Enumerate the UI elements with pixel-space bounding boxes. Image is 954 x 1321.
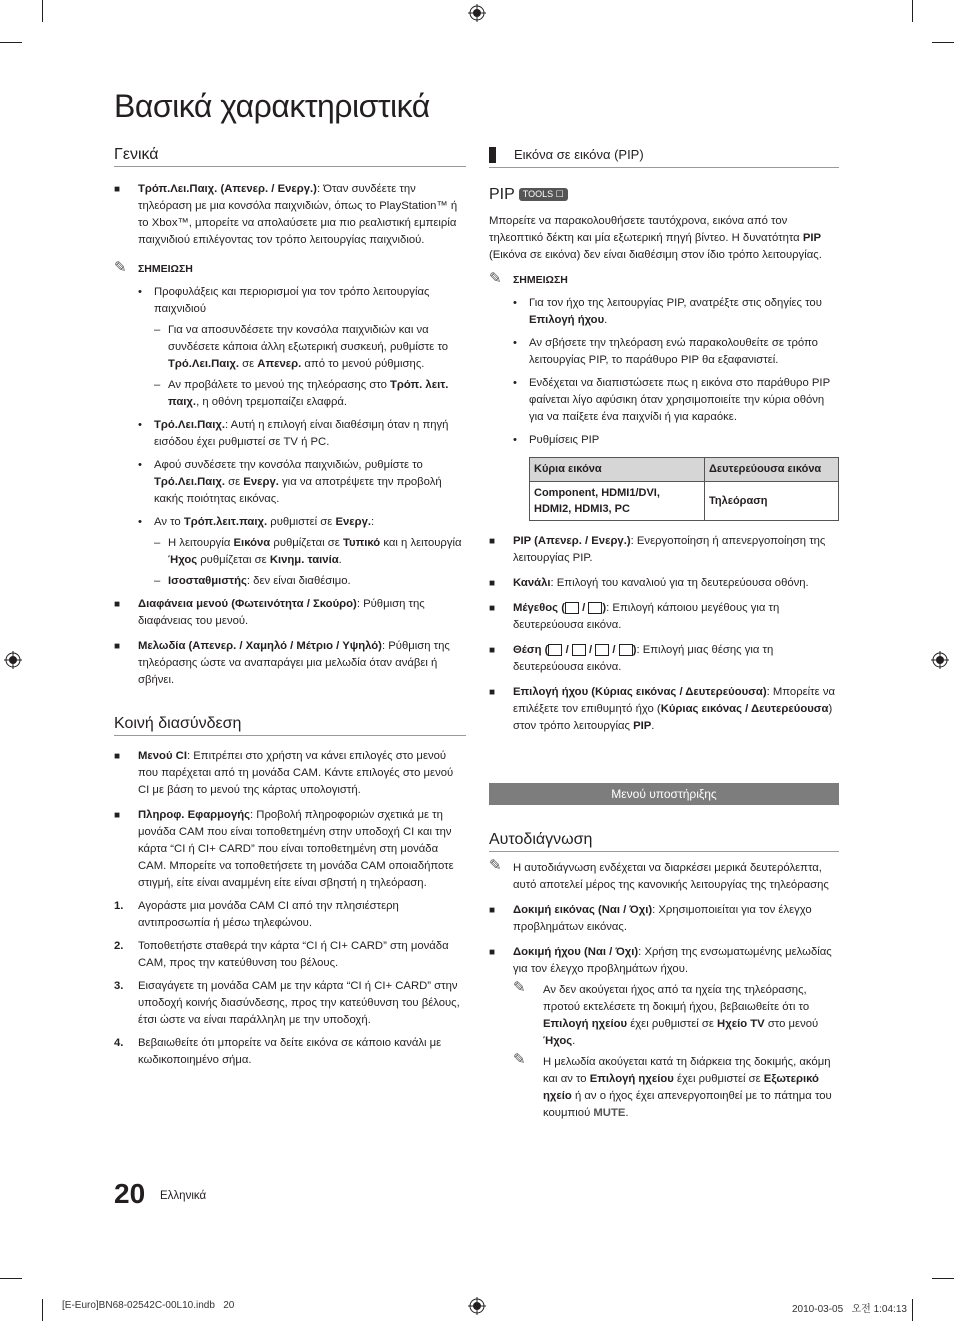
t: Ήχος (543, 1035, 573, 1047)
page-language: Ελληνικά (160, 1190, 207, 1202)
step-number: 1. (114, 900, 124, 912)
list-item (114, 181, 466, 249)
print-date: 2010-03-05 오전 1:04:13 (792, 1304, 907, 1315)
step-text: Βεβαιωθείτε ότι μπορείτε να δείτε εικόνα σε κάποιο κανάλι με κωδικοποιημένο σήμα. (138, 1037, 442, 1066)
t: Ενδέχεται να διαπιστώσετε πως η εικόνα στο παράθυρο PIP φαίνεται λίγο αφύσικη όταν χρησιμοποιείτε την κύρια οθόνη για να παίξετε ένα παιχνίδι ή για καραόκε. (529, 377, 830, 423)
t: έχει ρυθμιστεί σε (627, 1018, 718, 1030)
pip-settings-table (529, 457, 839, 521)
list-item: • Ρυθμίσεις PIP (513, 434, 600, 446)
size-large-icon (588, 602, 602, 614)
t: Τυπικό (342, 537, 381, 549)
t: Ρυθμίσεις PIP (529, 434, 600, 446)
t: Ενεργ. (335, 516, 372, 528)
list-item: ■ Μελωδία (Απενερ. / Χαμηλό / Μέτριο / Υψηλό): Ρύθμιση της τηλεόρασης ώστε να αναπαράγει μια μελωδία όταν ανάβει ή σβήνει. (114, 640, 450, 686)
t: Απενερ. (257, 358, 302, 370)
t: Η λειτουργία (168, 537, 234, 549)
t: ή αν ο ήχος έχει απενεργοποιηθεί με το πάτημα του κουμπιού (543, 1090, 832, 1119)
page-title: Βασικά χαρακτηριστικά (114, 88, 430, 124)
pencil-note-icon: ✎ (513, 1051, 526, 1068)
list-item: • Ενδέχεται να διαπιστώσετε πως η εικόνα στο παράθυρο PIP φαίνεται λίγο αφύσικη όταν χρησιμοποιείτε την κύρια οθόνη για να παίξετε ένα παιχνίδι ή για καραόκε. (513, 377, 830, 423)
position-top-right-icon (572, 644, 586, 656)
t: : Ρύθμιση της διαφάνειας του μενού. (138, 598, 425, 627)
tools-label: TOOLS (522, 189, 554, 200)
item-label: Τρόπ.Λει.Παιχ. (Απενερ. / Ενεργ.) (138, 183, 317, 195)
pip-section-header (489, 146, 839, 168)
position-bottom-right-icon (619, 644, 633, 656)
header-bar-icon (489, 147, 496, 163)
list-item: ■ Πληροφ. Εφαρμογής: Προβολή πληροφοριών σχετικά με τη μονάδα CAM που είναι τοποθετημένη στην υποδοχή CI και την κάρτα “CI ή CI+ CARD” που είναι τοποθετημένη στη μονάδα CAM. Μπορείτε να τοποθετήσετε τη μονάδα CAM οποιαδήποτε στιγμή, είτε είναι αναμμένη είτε είναι σβηστή η τηλεόραση. (114, 809, 454, 889)
note-label: ΣΗΜΕΙΩΣΗ (138, 263, 193, 275)
crop-mark (42, 0, 43, 22)
position-bottom-left-icon (548, 644, 562, 656)
list-item: ■ Δοκιμή εικόνας (Ναι / Όχι): Χρησιμοποιείται για τον έλεγχο προβλημάτων εικόνας. (489, 904, 812, 933)
list-item: • Αφού συνδέσετε την κονσόλα παιχνιδιών, ρυθμίστε το Τρό.Λει.Παιχ. σε Ενεργ. για να αποτρέψετε την προβολή κακής ποιότητας εικόνας. (138, 459, 442, 505)
t: ρυθμίζεται σε (270, 537, 343, 549)
t: Διαφάνεια μενού (Φωτεινότητα / Σκούρο) (138, 598, 357, 610)
t: Θέση (513, 644, 542, 656)
t: . (604, 314, 608, 326)
t: : (371, 516, 375, 528)
list-item: • Αν το Τρόπ.λειτ.παιχ. ρυθμιστεί σε Ενεργ.: (138, 516, 375, 528)
right-column (489, 146, 839, 1122)
t: : Ενεργοποίηση ή απενεργοποίηση της λειτουργίας PIP. (513, 535, 826, 564)
t: Δοκιμή εικόνας (Ναι / Όχι) (513, 904, 653, 916)
pip-intro (489, 213, 839, 264)
t: Τρό.Λει.Παιχ. (168, 358, 239, 370)
t: Η αυτοδιάγνωση ενδέχεται να διαρκέσει μερικά δευτερόλεπτα, αυτό αποτελεί μέρος της κανονικής λειτουργίας της τηλεόρασης (513, 862, 829, 891)
t: : Επιτρέπει στο χρήστη να κάνει επιλογές στο μενού που παρέχεται από τη μονάδα CAM. Κάντε επιλογές στο μενού CI με βάση το μενού της κάρτας υπολογιστή. (138, 750, 454, 796)
step-item (114, 898, 466, 932)
t: Επιλογή ήχου (Κύριας εικόνας / Δευτερεύουσα) (513, 686, 767, 698)
pip-title-text: PIP (489, 186, 515, 203)
t: : Επιλογή μιας θέσης για τη δευτερεύουσα εικόνα. (513, 644, 774, 673)
t: Κύριας εικόνας / Δευτερεύουσα (660, 703, 829, 715)
t: στο μενού (764, 1018, 819, 1030)
t: PIP (Απενερ. / Ενεργ.) (513, 535, 631, 547)
note-item (489, 857, 839, 894)
table-header: Δευτερεύουσα εικόνα (705, 458, 839, 482)
t: Δοκιμή ήχου (Ναι / Όχι) (513, 946, 639, 958)
note-heading (489, 272, 839, 289)
t: Για να αποσυνδέσετε την κονσόλα παιχνιδιών και να συνδέσετε κάποια άλλη εξωτερική συσκευή, ρυθμίστε το (168, 324, 449, 353)
t: για να αποτρέψετε την προβολή κακής ποιότητας εικόνας. (154, 476, 442, 505)
t: . (572, 1035, 576, 1047)
t: Ισοσταθμιστής (168, 575, 247, 587)
t: Μέγεθος (513, 602, 559, 614)
table-header: Κύρια εικόνα (530, 458, 705, 482)
crop-mark (912, 1299, 913, 1321)
t: Μενού CI (138, 750, 187, 762)
list-item: ■ Διαφάνεια μενού (Φωτεινότητα / Σκούρο): Ρύθμιση της διαφάνειας του μενού. (114, 598, 425, 627)
crop-mark (42, 1299, 43, 1321)
t: Κινημ. ταινία (269, 554, 339, 566)
t: Η μελωδία ακούγεται κατά τη διάρκεια της δοκιμής, ακόμη και αν το (543, 1056, 831, 1085)
t: . (651, 720, 655, 732)
crop-mark (912, 0, 913, 22)
t: Επιλογή ήχου (529, 314, 605, 326)
step-text: Αγοράστε μια μονάδα CAM CI από την πλησιέστερη αντιπροσωπία ή μέσω τηλεφώνου. (138, 900, 399, 929)
item-text: : Όταν συνδέετε την τηλεόραση με μια κονσόλα παιχνιδιών, όπως το PlayStation™ ή το Xbox™, μπορείτε να απολαύσετε μια πιο ρεαλιστική εμπειρία παιχνιδιού επιλέγοντας τον τρόπο λειτουργίας παιχνιδιού. (138, 183, 458, 246)
t: Τρό.Λει.Παιχ. (154, 419, 225, 431)
registration-mark-icon (468, 1297, 486, 1315)
t: σε (225, 476, 244, 488)
page-number: 20 (114, 1178, 146, 1209)
table-cell: Component, HDMI1/DVI, HDMI2, HDMI3, PC (530, 482, 705, 521)
t: . (625, 1107, 629, 1119)
tools-badge-icon: TOOLS ☐ (519, 188, 568, 201)
t: Αν το (154, 516, 184, 528)
t: Μπορείτε να παρακολουθήσετε ταυτόχρονα, εικόνα από τον τηλεοπτικό δέκτη και μία εξωτερική πηγή βίντεο. Η δυνατότητα (489, 215, 803, 244)
t: PIP (802, 232, 822, 244)
pencil-note-icon: ✎ (513, 979, 526, 996)
crop-mark (0, 42, 22, 43)
t: σε (239, 358, 258, 370)
t: : δεν είναι διαθέσιμο. (246, 575, 351, 587)
t: Τρό.Λει.Παιχ. (154, 476, 225, 488)
list-item: ■ Κανάλι: Επιλογή του καναλιού για τη δευτερεύουσα οθόνη. (489, 577, 809, 589)
t: Αν προβάλετε το μενού της τηλεόρασης στο (168, 379, 391, 391)
note-item (489, 1051, 839, 1122)
t: Αν σβήσετε την τηλεόραση ενώ παρακολουθείτε σε τρόπο λειτουργίας PIP, το παράθυρο PIP θα εξαφανιστεί. (529, 337, 818, 366)
list-item: • Αν σβήσετε την τηλεόραση ενώ παρακολουθείτε σε τρόπο λειτουργίας PIP, το παράθυρο PIP θα εξαφανιστεί. (513, 337, 818, 366)
crop-mark (0, 1278, 22, 1279)
t: : Χρησιμοποιείται για τον έλεγχο προβλημάτων εικόνας. (513, 904, 812, 933)
step-number: 4. (114, 1037, 124, 1049)
t: Εξωτερικό ηχείο (543, 1073, 819, 1102)
list-item: – Η λειτουργία Εικόνα ρυθμίζεται σε Τυπικό και η λειτουργία Ήχος ρυθμίζεται σε Κινημ. ταινία. (154, 537, 462, 566)
note-heading (114, 261, 466, 278)
bullet-square-icon: ■ (114, 184, 121, 195)
list-item: ■ PIP (Απενερ. / Ενεργ.): Ενεργοποίηση ή απενεργοποίηση της λειτουργίας PIP. (489, 535, 826, 564)
t: MUTE (593, 1107, 626, 1119)
registration-mark-icon (468, 4, 486, 22)
note-item (489, 979, 839, 1050)
t: από το μενού ρύθμισης. (301, 358, 425, 370)
list-item: • Προφυλάξεις και περιορισμοί για τον τρόπο λειτουργίας παιχνιδιού (138, 286, 430, 315)
list-item: ■ Μενού CI: Επιτρέπει στο χρήστη να κάνει επιλογές στο μενού που παρέχεται από τη μονάδα CAM. Κάντε επιλογές στο μενού CI με βάση το μενού της κάρτας υπολογιστή. (114, 750, 454, 796)
t: Επιλογή ηχείου (589, 1073, 674, 1085)
list-item: ■ Επιλογή ήχου (Κύριας εικόνας / Δευτερεύουσα): Μπορείτε να επιλέξετε τον επιθυμητό ήχο (Κύριας εικόνας / Δευτερεύουσα) στον τρόπο λειτουργίας PIP. (489, 686, 836, 732)
registration-mark-icon (4, 651, 22, 669)
position-top-left-icon (595, 644, 609, 656)
step-item (114, 978, 466, 1029)
pip-title (489, 186, 839, 203)
pencil-note-icon: ✎ (489, 270, 502, 287)
list-item: ■ Μέγεθος ( / ): Επιλογή κάποιου μεγέθους για τη δευτερεύουσα εικόνα. (489, 602, 780, 631)
list-item: • Για τον ήχο της λειτουργίας PIP, ανατρέξτε στις οδηγίες του Επιλογή ήχου. (513, 297, 822, 326)
t: : Επιλογή κάποιου μεγέθους για τη δευτερεύουσα εικόνα. (513, 602, 780, 631)
step-number: 2. (114, 940, 124, 952)
pencil-note-icon: ✎ (489, 857, 502, 874)
pip-header-text: Εικόνα σε εικόνα (PIP) (514, 147, 644, 162)
t: : Προβολή πληροφοριών σχετικά με τη μονάδα CAM που είναι τοποθετημένη στην υποδοχή CI και την κάρτα “CI ή CI+ CARD” που είναι τοποθετημένη στη μονάδα CAM. Μπορείτε να τοποθετήσετε τη μονάδα CAM οποιαδήποτε στιγμή, είτε είναι αναμμένη είτε είναι σβηστή η τηλεόραση. (138, 809, 454, 889)
t: : Μπορείτε να επιλέξετε τον επιθυμητό ήχο ( (513, 686, 836, 715)
t: (Εικόνα σε εικόνα) δεν είναι διαθέσιμη στον ίδιο τρόπο λειτουργίας. (489, 249, 822, 261)
t: ρυθμιστεί σε (267, 516, 336, 528)
list-item: – Ισοσταθμιστής: δεν είναι διαθέσιμο. (154, 575, 351, 587)
item-text: Προφυλάξεις και περιορισμοί για τον τρόπο λειτουργίας παιχνιδιού (154, 286, 430, 315)
t: PIP (633, 720, 652, 732)
t: έχει ρυθμιστεί σε (673, 1073, 764, 1085)
t: Αφού συνδέσετε την κονσόλα παιχνιδιών, ρυθμίστε το (154, 459, 423, 471)
t: Ήχος (168, 554, 198, 566)
t: ) στον τρόπο λειτουργίας (513, 703, 833, 732)
t: : Αυτή η επιλογή είναι διαθέσιμη όταν η πηγή εισόδου έχει ρυθμιστεί σε TV ή PC. (154, 419, 449, 448)
support-menu-banner: Μενού υποστήριξης (489, 783, 839, 805)
list-item: ■ Θέση ( / / / ): Επιλογή μιας θέσης για τη δευτερεύουσα εικόνα. (489, 644, 774, 673)
table-cell: Τηλεόραση (705, 482, 839, 521)
t: Ενεργ. (243, 476, 279, 488)
t: ρυθμίζεται σε (197, 554, 270, 566)
t: Για τον ήχο της λειτουργίας PIP, ανατρέξτε στις οδηγίες του (529, 297, 822, 309)
note-label: ΣΗΜΕΙΩΣΗ (513, 274, 568, 286)
t: Πληροφ. Εφαρμογής (138, 809, 251, 821)
t: Εικόνα (233, 537, 271, 549)
section-heading-self-diagnosis: Αυτοδιάγνωση (489, 831, 839, 852)
t: : Επιλογή του καναλιού για τη δευτερεύουσα οθόνη. (550, 577, 809, 589)
t: . (338, 554, 342, 566)
t: Τρόπ. λειτ. παιχ. (168, 379, 449, 408)
step-text: Τοποθετήστε σταθερά την κάρτα “CI ή CI+ CARD” στη μονάδα CAM, προς την κατεύθυνση του βέλους. (138, 940, 449, 969)
step-number: 3. (114, 980, 124, 992)
list-item: – Για να αποσυνδέσετε την κονσόλα παιχνιδιών και να συνδέσετε κάποια άλλη εξωτερική συσκευή, ρυθμίστε το Τρό.Λει.Παιχ. σε Απενερ. από το μενού ρύθμισης. (154, 324, 449, 370)
step-text: Εισαγάγετε τη μονάδα CAM με την κάρτα “CI ή CI+ CARD” στην υποδοχή κοινής διασύνδεσης, προς την κατεύθυνση του βέλους, έτσι ώστε να είναι παράλληλη με την υποδοχή. (138, 980, 460, 1026)
list-item: • Τρό.Λει.Παιχ.: Αυτή η επιλογή είναι διαθέσιμη όταν η πηγή εισόδου έχει ρυθμιστεί σε TV ή PC. (138, 419, 449, 448)
t: , η οθόνη τρεμοπαίζει ελαφρά. (196, 396, 348, 408)
crop-mark (932, 42, 954, 43)
size-small-icon (565, 602, 579, 614)
t: Κανάλι (513, 577, 551, 589)
list-item: – Αν προβάλετε το μενού της τηλεόρασης στο Τρόπ. λειτ. παιχ., η οθόνη τρεμοπαίζει ελαφρά. (154, 379, 449, 408)
t: Αν δεν ακούγεται ήχος από τα ηχεία της τηλεόρασης, προτού εκτελέσετε τη δοκιμή ήχου, βεβαιωθείτε ότι το (543, 984, 810, 1013)
step-item (114, 1035, 466, 1069)
pencil-note-icon: ✎ (114, 259, 127, 276)
t: : Χρήση της ενσωματωμένης μελωδίας για τον έλεγχο προβλημάτων ήχου. (513, 946, 832, 975)
crop-mark (932, 1278, 954, 1279)
registration-mark-icon (931, 651, 949, 669)
file-slug: [E-Euro]BN68-02542C-00L10.indb 20 (62, 1300, 235, 1311)
left-column (114, 146, 466, 1069)
t: Τρόπ.λειτ.παιχ. (183, 516, 268, 528)
t: Ηχείο TV (717, 1018, 765, 1030)
t: και η λειτουργία (380, 537, 462, 549)
t: Επιλογή ηχείου (543, 1018, 628, 1030)
list-item: ■ Δοκιμή ήχου (Ναι / Όχι): Χρήση της ενσωματωμένης μελωδίας για τον έλεγχο προβλημάτων ήχου. (489, 946, 832, 975)
section-heading-general: Γενικά (114, 146, 466, 167)
t: Μελωδία (Απενερ. / Χαμηλό / Μέτριο / Υψηλό) (138, 640, 382, 652)
step-item (114, 938, 466, 972)
section-heading-ci: Κοινή διασύνδεση (114, 715, 466, 736)
t: : Ρύθμιση της τηλεόρασης ώστε να αναπαράγει μια μελωδία όταν ανάβει ή σβήνει. (138, 640, 450, 686)
